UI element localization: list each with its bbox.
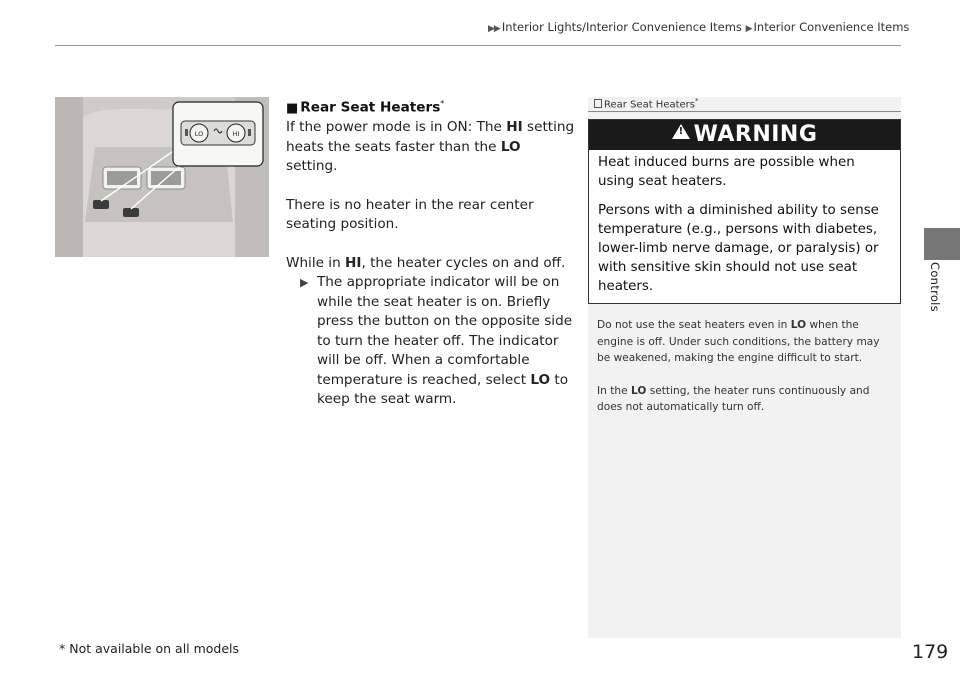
breadcrumb: [488, 20, 909, 34]
note-lo-setting: In the LO setting, the heater runs continuously and does not automatically turn off.: [597, 384, 870, 414]
warning-header: !WARNING: [589, 120, 900, 150]
paragraph-hi-cycle: While in HI, the heater cycles on and off.: [286, 254, 566, 271]
page-number: 179: [912, 641, 949, 663]
breadcrumb-item-interior-lights[interactable]: Interior Lights/Interior Convenience Items: [501, 20, 742, 34]
lo-button-label: LO: [194, 130, 204, 138]
paragraph-indicator: ▶ The appropriate indicator will be on while the seat heater is on. Briefly press the button on the opposite side to turn the heater off. The indicator will be off. When a comfortable temperature is reached, select LO to keep the seat warm.: [300, 274, 573, 408]
section-title: ■ Rear Seat Heaters*: [286, 99, 445, 116]
warning-text-persons: Persons with a diminished ability to sense temperature (e.g., persons with diabetes, lower-limb nerve damage, or paralysis) or with sensitive skin should not use seat heaters.: [598, 203, 879, 294]
square-bullet-icon: ■: [286, 100, 299, 116]
paragraph-center-seat: There is no heater in the rear center seating position.: [286, 196, 534, 233]
warning-text-burns: Heat induced burns are possible when using seat heaters.: [598, 155, 855, 189]
hi-button-label: HI: [232, 130, 240, 138]
note-engine-off: Do not use the seat heaters even in LO when the engine is off. Under such conditions, the battery may be weakened, making the engine difficult to start.: [597, 319, 880, 365]
main-content: [286, 94, 576, 410]
sidebar-notes: [588, 97, 901, 638]
footnote-mark: *: [440, 99, 445, 108]
chapter-tab-label: Controls: [928, 262, 942, 312]
note-icon: [594, 99, 602, 108]
rear-seat-heater-photo: [55, 97, 269, 257]
sidebar-title: Rear Seat Heaters*: [594, 97, 901, 110]
chapter-tab[interactable]: [924, 228, 960, 260]
paragraph-power-mode: If the power mode is in ON: The HI setting heats the seats faster than the LO setting.: [286, 119, 575, 175]
warning-triangle-icon: [672, 124, 690, 139]
console-illustration: [55, 97, 269, 257]
header-divider: [55, 45, 901, 46]
footnote: * Not available on all models: [59, 641, 240, 656]
triangle-bullet-icon: ▶: [300, 276, 309, 290]
arrow-icon: ▶: [745, 24, 752, 34]
sidebar-notes-text: [597, 317, 892, 432]
double-arrow-icon: ▶▶: [488, 24, 500, 34]
warning-box: [588, 119, 901, 304]
sidebar-divider: [588, 111, 901, 112]
breadcrumb-item-interior-convenience[interactable]: Interior Convenience Items: [753, 20, 910, 34]
